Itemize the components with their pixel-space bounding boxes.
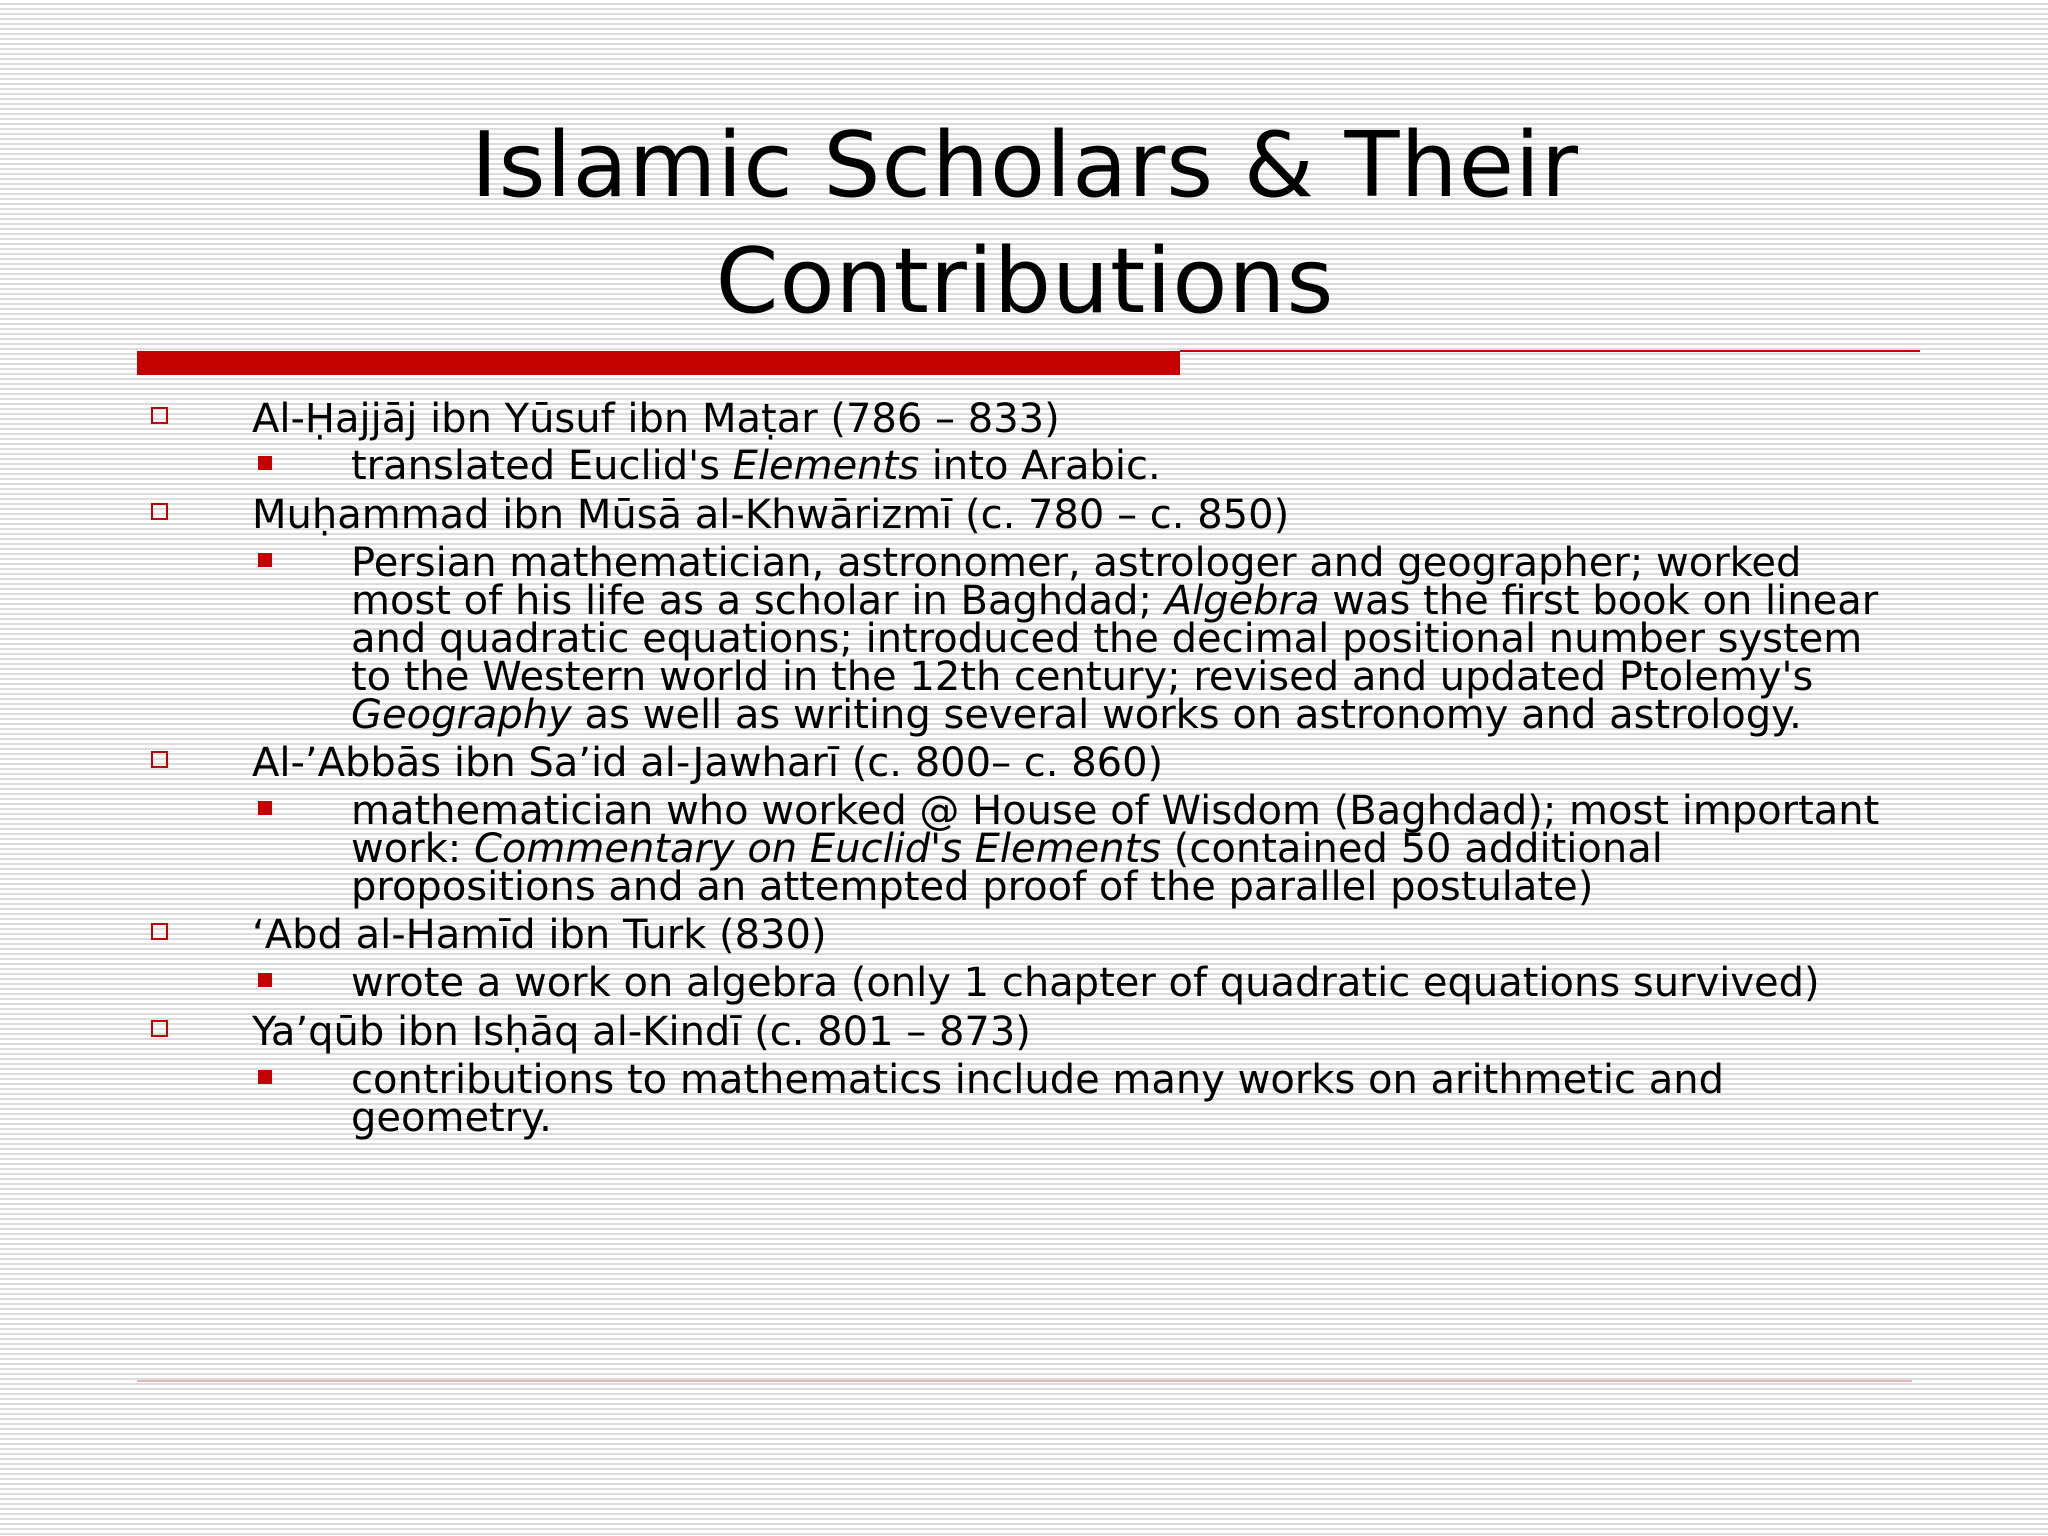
work-title: Commentary on Euclid's Elements — [474, 826, 1162, 872]
hollow-square-bullet-icon — [151, 407, 168, 424]
scholar-detail-5 — [351, 1057, 1931, 1141]
scholar-name: Ya’qūb ibn Isḥāq al-Kindī (c. 801 – 873) — [252, 1009, 1031, 1055]
slide-title-line-1: Islamic Scholars & Their — [471, 113, 1579, 218]
filled-square-bullet-icon — [258, 973, 272, 987]
scholar-name: Al-’Abbās ibn Sa’id al-Jawharī (c. 800– c. 860) — [252, 740, 1164, 786]
detail-line: Persian mathematician, astronomer, astrologer and geographer; worked — [351, 540, 1802, 586]
detail-line: work: Commentary on Euclid's Elements (contained 50 additional — [351, 826, 1663, 872]
scholar-detail-4 — [351, 960, 1931, 1006]
scholar-heading-5 — [252, 1010, 1932, 1054]
scholar-detail-1 — [351, 443, 1931, 489]
scholar-heading-3 — [252, 741, 1932, 785]
filled-square-bullet-icon — [258, 801, 272, 815]
footer-divider — [137, 1380, 1912, 1382]
detail-line: to the Western world in the 12th century; revised and updated Ptolemy's — [351, 654, 1814, 700]
scholar-heading-1 — [252, 397, 1932, 441]
scholar-heading-2 — [252, 493, 1932, 537]
hollow-square-bullet-icon — [151, 751, 168, 768]
detail-line: wrote a work on algebra (only 1 chapter of quadratic equations survived) — [351, 960, 1820, 1006]
detail-line: and quadratic equations; introduced the decimal positional number system — [351, 616, 1863, 662]
scholar-detail-3 — [351, 788, 1931, 910]
work-title: Geography — [351, 692, 572, 738]
detail-line: geometry. — [351, 1095, 552, 1141]
detail-line: mathematician who worked @ House of Wisdom (Baghdad); most important — [351, 788, 1880, 834]
detail-line: contributions to mathematics include many works on arithmetic and — [351, 1057, 1724, 1103]
detail-line: Geography as well as writing several works on astronomy and astrology. — [351, 692, 1802, 738]
filled-square-bullet-icon — [258, 456, 272, 470]
filled-square-bullet-icon — [258, 1070, 272, 1084]
work-title: Elements — [732, 443, 920, 489]
detail-line: most of his life as a scholar in Baghdad; Algebra was the first book on linear — [351, 578, 1879, 624]
hollow-square-bullet-icon — [151, 503, 168, 520]
scholar-detail-2 — [351, 540, 1931, 738]
detail-line: translated Euclid's Elements into Arabic. — [351, 443, 1161, 489]
scholar-heading-4 — [252, 913, 1932, 957]
slide-title-line-2: Contributions — [715, 229, 1335, 334]
hollow-square-bullet-icon — [151, 923, 168, 940]
scholar-name: Al-Ḥajjāj ibn Yūsuf ibn Maṭar (786 – 833) — [252, 396, 1060, 442]
work-title: Algebra — [1164, 578, 1320, 624]
scholar-name: ‘Abd al-Hamīd ibn Turk (830) — [252, 912, 827, 958]
scholar-name: Muḥammad ibn Mūsā al-Khwārizmī (c. 780 – c. 850) — [252, 492, 1290, 538]
hollow-square-bullet-icon — [151, 1020, 168, 1037]
detail-line: propositions and an attempted proof of the parallel postulate) — [351, 864, 1594, 910]
filled-square-bullet-icon — [258, 553, 272, 567]
